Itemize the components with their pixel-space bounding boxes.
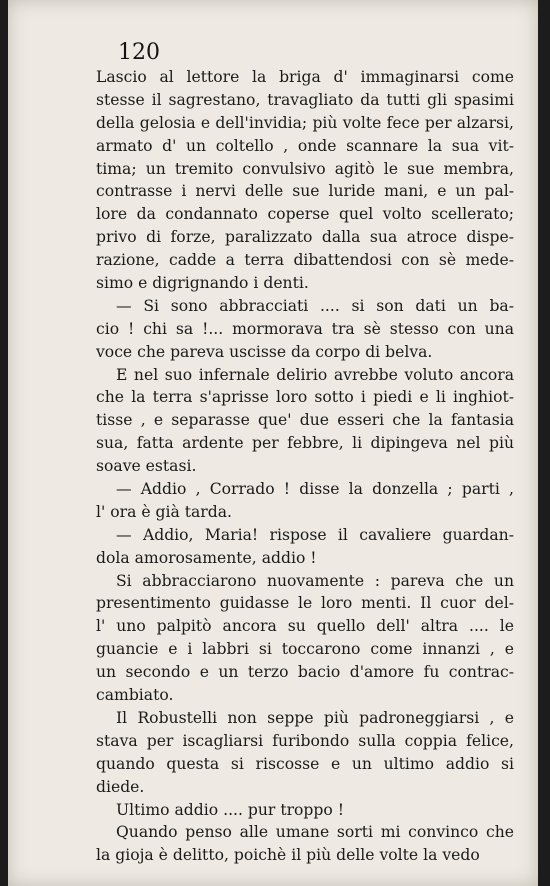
text-line: l' ora è già tarda. [96, 502, 232, 521]
text-line: Quando penso alle umane sorti mi convinco che [116, 823, 514, 842]
text-line: tima; un tremito convulsivo agitò le sue membra, [96, 159, 514, 178]
text-line: Lascio al lettore la briga d' immaginarsi come [96, 68, 514, 86]
text-line: simo e digrignando i denti. [96, 274, 309, 293]
text-line: soave estasi. [96, 457, 197, 476]
text-line: — Addio, Maria! rispose il cavaliere guardan- [116, 525, 514, 544]
text-line: voce che pareva uscisse da corpo di belva. [96, 342, 433, 361]
text-line: sua, fatta ardente per febbre, li dipingeva nel più [96, 434, 514, 453]
text-line: Il Robustelli non seppe più padroneggiarsi , e [116, 708, 514, 727]
text-line: stava per iscagliarsi furibondo sulla coppia felice, [96, 731, 514, 750]
text-line: la gioja è delitto, poichè il più delle volte la vedo [96, 846, 480, 865]
text-line: Si abbracciarono nuovamente : pareva che un [116, 571, 514, 590]
text-line: dola amorosamente, addio ! [96, 548, 317, 567]
text-line: presentimento guidasse le loro menti. Il cuor del- [96, 594, 514, 613]
text-line: della gelosia e dell'invidia; più volte fece per alzarsi, [96, 113, 514, 132]
text-line: diede. [96, 777, 145, 796]
text-line: — Addio , Corrado ! disse la donzella ; parti , [116, 480, 514, 499]
text-line: stesse il sagrestano, travagliato da tutti gli spasimi [96, 90, 514, 109]
text-line: — Si sono abbracciati .... si son dati un ba- [116, 296, 514, 315]
text-line: tisse , e separasse que' due esseri che la fantasia [96, 411, 514, 430]
text-line: cambiato. [96, 686, 174, 705]
page-number: 120 [118, 40, 160, 65]
body-text [96, 66, 514, 867]
text-line: Ultimo addio .... pur troppo ! [116, 800, 345, 819]
text-line: lore da condannato coperse quel volto scellerato; [96, 205, 514, 224]
text-line: contrasse i nervi delle sue luride mani, e un pal- [96, 182, 514, 201]
book-page [8, 0, 538, 886]
text-line: guancie e i labbri si toccarono come innanzi , e [96, 640, 514, 659]
text-line: che la terra s'aprisse loro sotto i piedi e li inghiot- [96, 388, 514, 407]
text-line: armato d' un coltello , onde scannare la sua vit- [96, 136, 514, 155]
text-line: privo di forze, paralizzato dalla sua atroce dispe- [96, 228, 514, 247]
text-line: l' uno palpitò ancora su quello dell' altra .... le [96, 617, 514, 636]
text-line: quando questa si riscosse e un ultimo addio si [96, 754, 514, 773]
text-line: cio ! chi sa !... mormorava tra sè stesso con una [96, 319, 514, 338]
text-line: un secondo e un terzo bacio d'amore fu contrac- [96, 663, 514, 682]
text-line: razione, cadde a terra dibattendosi con sè mede- [96, 251, 514, 270]
text-line: E nel suo infernale delirio avrebbe voluto ancora [116, 365, 514, 384]
